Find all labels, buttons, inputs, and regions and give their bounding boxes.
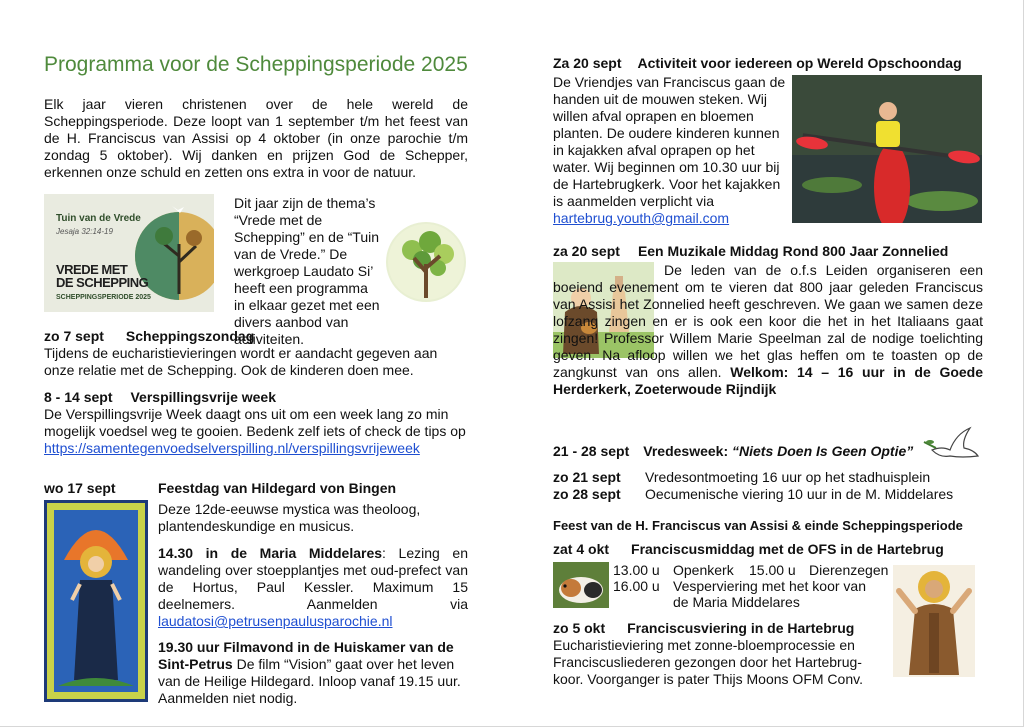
- event-header-scheppingszondag: [44, 328, 254, 344]
- theme-paragraph: Dit jaar zijn de thema’s “Vrede met de Schepping” en de “Tuin van de Vrede.” De werkgroep Laudato Si’ heeft een programma in elkaar gezet met een divers aanbod van activiteiten.: [234, 195, 380, 347]
- music-body: De leden van de o.f.s Leiden organiseren een boeiend evenement om te vieren dat 800 jaar geleden Franciscus van Assisi het Zonnelied heeft geschreven. We gaan we samen deze lofzang zingen en er is ook een koor die het in het Italiaans gaat zingen! Professor Willem Marie Speelman zal de nodige toelichting geven. Na afloop willen we het glas heffen om te toasten op de zangkunst van ons allen.: [553, 262, 983, 380]
- guinea-pig-photo: [553, 562, 609, 608]
- cleanup-text: [553, 74, 791, 227]
- peace-header: [553, 443, 913, 459]
- feast-sat-title: Franciscusmiddag met de OFS in de Hartebrug: [631, 541, 944, 557]
- kayak-photo: [792, 75, 982, 223]
- hildegard-icon-painting: [44, 500, 148, 702]
- event-text-verspillingsvrije: [44, 406, 468, 457]
- hildegard-title: Feestdag van Hildegard von Bingen: [158, 480, 397, 496]
- banner-verse: Jesaja 32:14-19: [56, 227, 113, 236]
- film-bold: 19.30 uur Filmavond in de Huiskamer van de Sint-Petrus: [158, 639, 454, 672]
- schedule-activity: Dierenzegen: [809, 562, 889, 578]
- music-header: [553, 243, 948, 259]
- hildegard-lecture: [158, 545, 468, 630]
- schedule-time: 13.00 u: [613, 562, 660, 578]
- intro-paragraph: Elk jaar vieren christenen over de hele wereld de Scheppingsperiode. Deze loopt van 1 september t/m het feest van de H. Franciscus van Assisi op 4 oktober (in onze parochie t/m zondag 5 oktober). Wij danken en prijzen God de Schepper, erkennen onze schuld en zetten ons extra in voor de natuur.: [44, 96, 468, 180]
- event-header-verspillingsvrije: [44, 389, 276, 405]
- schedule-activity: Openkerk: [673, 562, 734, 578]
- schedule-activity: de Maria Middelares: [673, 594, 800, 610]
- banner-line2: DE SCHEPPING: [56, 275, 149, 290]
- music-bold: Welkom: 14 – 16 uur in de Goede Herderkerk, Zoeterwoude Rijndijk: [553, 364, 984, 397]
- banner-sub: SCHEPPINGSPERIODE 2025: [56, 294, 151, 301]
- feast-sun-text: Eucharistieviering met zonne-bloemprocessie en Franciscusliederen gezongen door het Hartebrug-koor. Voorganger is pater Thijs Moons OFM Conv.: [553, 637, 863, 687]
- lecture-bold: 14.30 in de Maria Middelares: [158, 545, 383, 561]
- hildegard-film: [158, 639, 468, 707]
- peace-row-date: zo 28 sept: [553, 486, 621, 502]
- feast-sat-header: [553, 541, 944, 557]
- vrede-met-de-schepping-banner: [44, 194, 214, 312]
- hildegard-date: wo 17 sept: [44, 480, 116, 496]
- event-date: zo 7 sept: [44, 328, 104, 344]
- page-title: Programma voor de Scheppingsperiode 2025: [44, 53, 468, 76]
- event-title: Scheppingszondag: [125, 328, 255, 344]
- event-title: Verspillingsvrije week: [130, 389, 277, 405]
- feast-heading: Feest van de H. Franciscus van Assisi & einde Scheppingsperiode: [553, 518, 963, 533]
- verspilling-link[interactable]: https://samentegenvoedselverspilling.nl/verspillingsvrijeweek: [44, 440, 420, 456]
- dove-icon: [922, 420, 982, 464]
- schedule-activity: Vesperviering met het koor van: [673, 578, 866, 594]
- cleanup-body: De Vriendjes van Franciscus gaan de handen uit de mouwen steken. Wij willen afval oprapen en bloemen planten. De oudere kinderen kunnen in kajakken afval oprapen op het water. Wij beginnen om 10.30 uur bij de Hartebrugkerk. Voor het kajakken is aanmelden verplicht via: [553, 74, 786, 209]
- banner-line1: VREDE MET: [56, 262, 128, 277]
- cleanup-link[interactable]: hartebrug.youth@gmail.com: [553, 210, 730, 226]
- lecture-text: : Lezing en wandeling over stoepplantjes met oud-prefect van de Hortus, Paul Kessler. Maximum 15 deelnemers. Aanmelden via: [158, 545, 468, 612]
- feast-sat-date: zat 4 okt: [553, 541, 610, 557]
- peace-date: 21 - 28 sept: [553, 443, 630, 459]
- schedule-time: 15.00 u: [749, 562, 796, 578]
- cleanup-date: Za 20 sept: [553, 55, 622, 71]
- lecture-link[interactable]: laudatosi@petrusenpaulusparochie.nl: [158, 613, 393, 629]
- event-text-scheppingszondag: Tijdens de eucharistievieringen wordt er aandacht gegeven aan onze relatie met de Schepping. Ook de kinderen doen mee.: [44, 345, 438, 378]
- banner-heading: Tuin van de Vrede: [56, 213, 141, 224]
- hildegard-intro: Deze 12de-eeuwse mystica was theoloog, plantendeskundige en musicus.: [158, 501, 421, 534]
- schedule-time: 16.00 u: [613, 578, 660, 594]
- peace-row-date: zo 21 sept: [553, 469, 621, 485]
- feast-sun-header: [553, 620, 854, 636]
- saint-francis-icon: [893, 565, 975, 677]
- music-text: [553, 262, 983, 398]
- feast-sun-date: zo 5 okt: [553, 620, 606, 636]
- peace-title-quote: “Niets Doen Is Geen Optie”: [732, 443, 914, 459]
- music-title: Een Muzikale Middag Rond 800 Jaar Zonnelied: [637, 243, 949, 259]
- tree-illustration: [386, 222, 466, 302]
- event-date: 8 - 14 sept: [44, 389, 113, 405]
- peace-row-text: Vredesontmoeting 16 uur op het stadhuisplein: [645, 469, 931, 485]
- cleanup-header: [553, 55, 962, 71]
- music-date: za 20 sept: [553, 243, 620, 259]
- peace-row-text: Oecumenische viering 10 uur in de M. Middelares: [645, 486, 954, 502]
- verspilling-text: De Verspillingsvrije Week daagt ons uit om een week lang zo min mogelijk voedsel weg te gooien. Bedenk zelf iets of check de tips op: [44, 406, 466, 439]
- cleanup-title: Activiteit voor iedereen op Wereld Opschoondag: [637, 55, 962, 71]
- peace-title-prefix: Vredesweek:: [643, 443, 732, 459]
- film-text: De film “Vision” gaat over het leven van de Heilige Hildegard. Inloop vanaf 19.15 uur. Aanmelden niet nodig.: [158, 656, 461, 706]
- feast-sun-title: Franciscusviering in de Hartebrug: [627, 620, 855, 636]
